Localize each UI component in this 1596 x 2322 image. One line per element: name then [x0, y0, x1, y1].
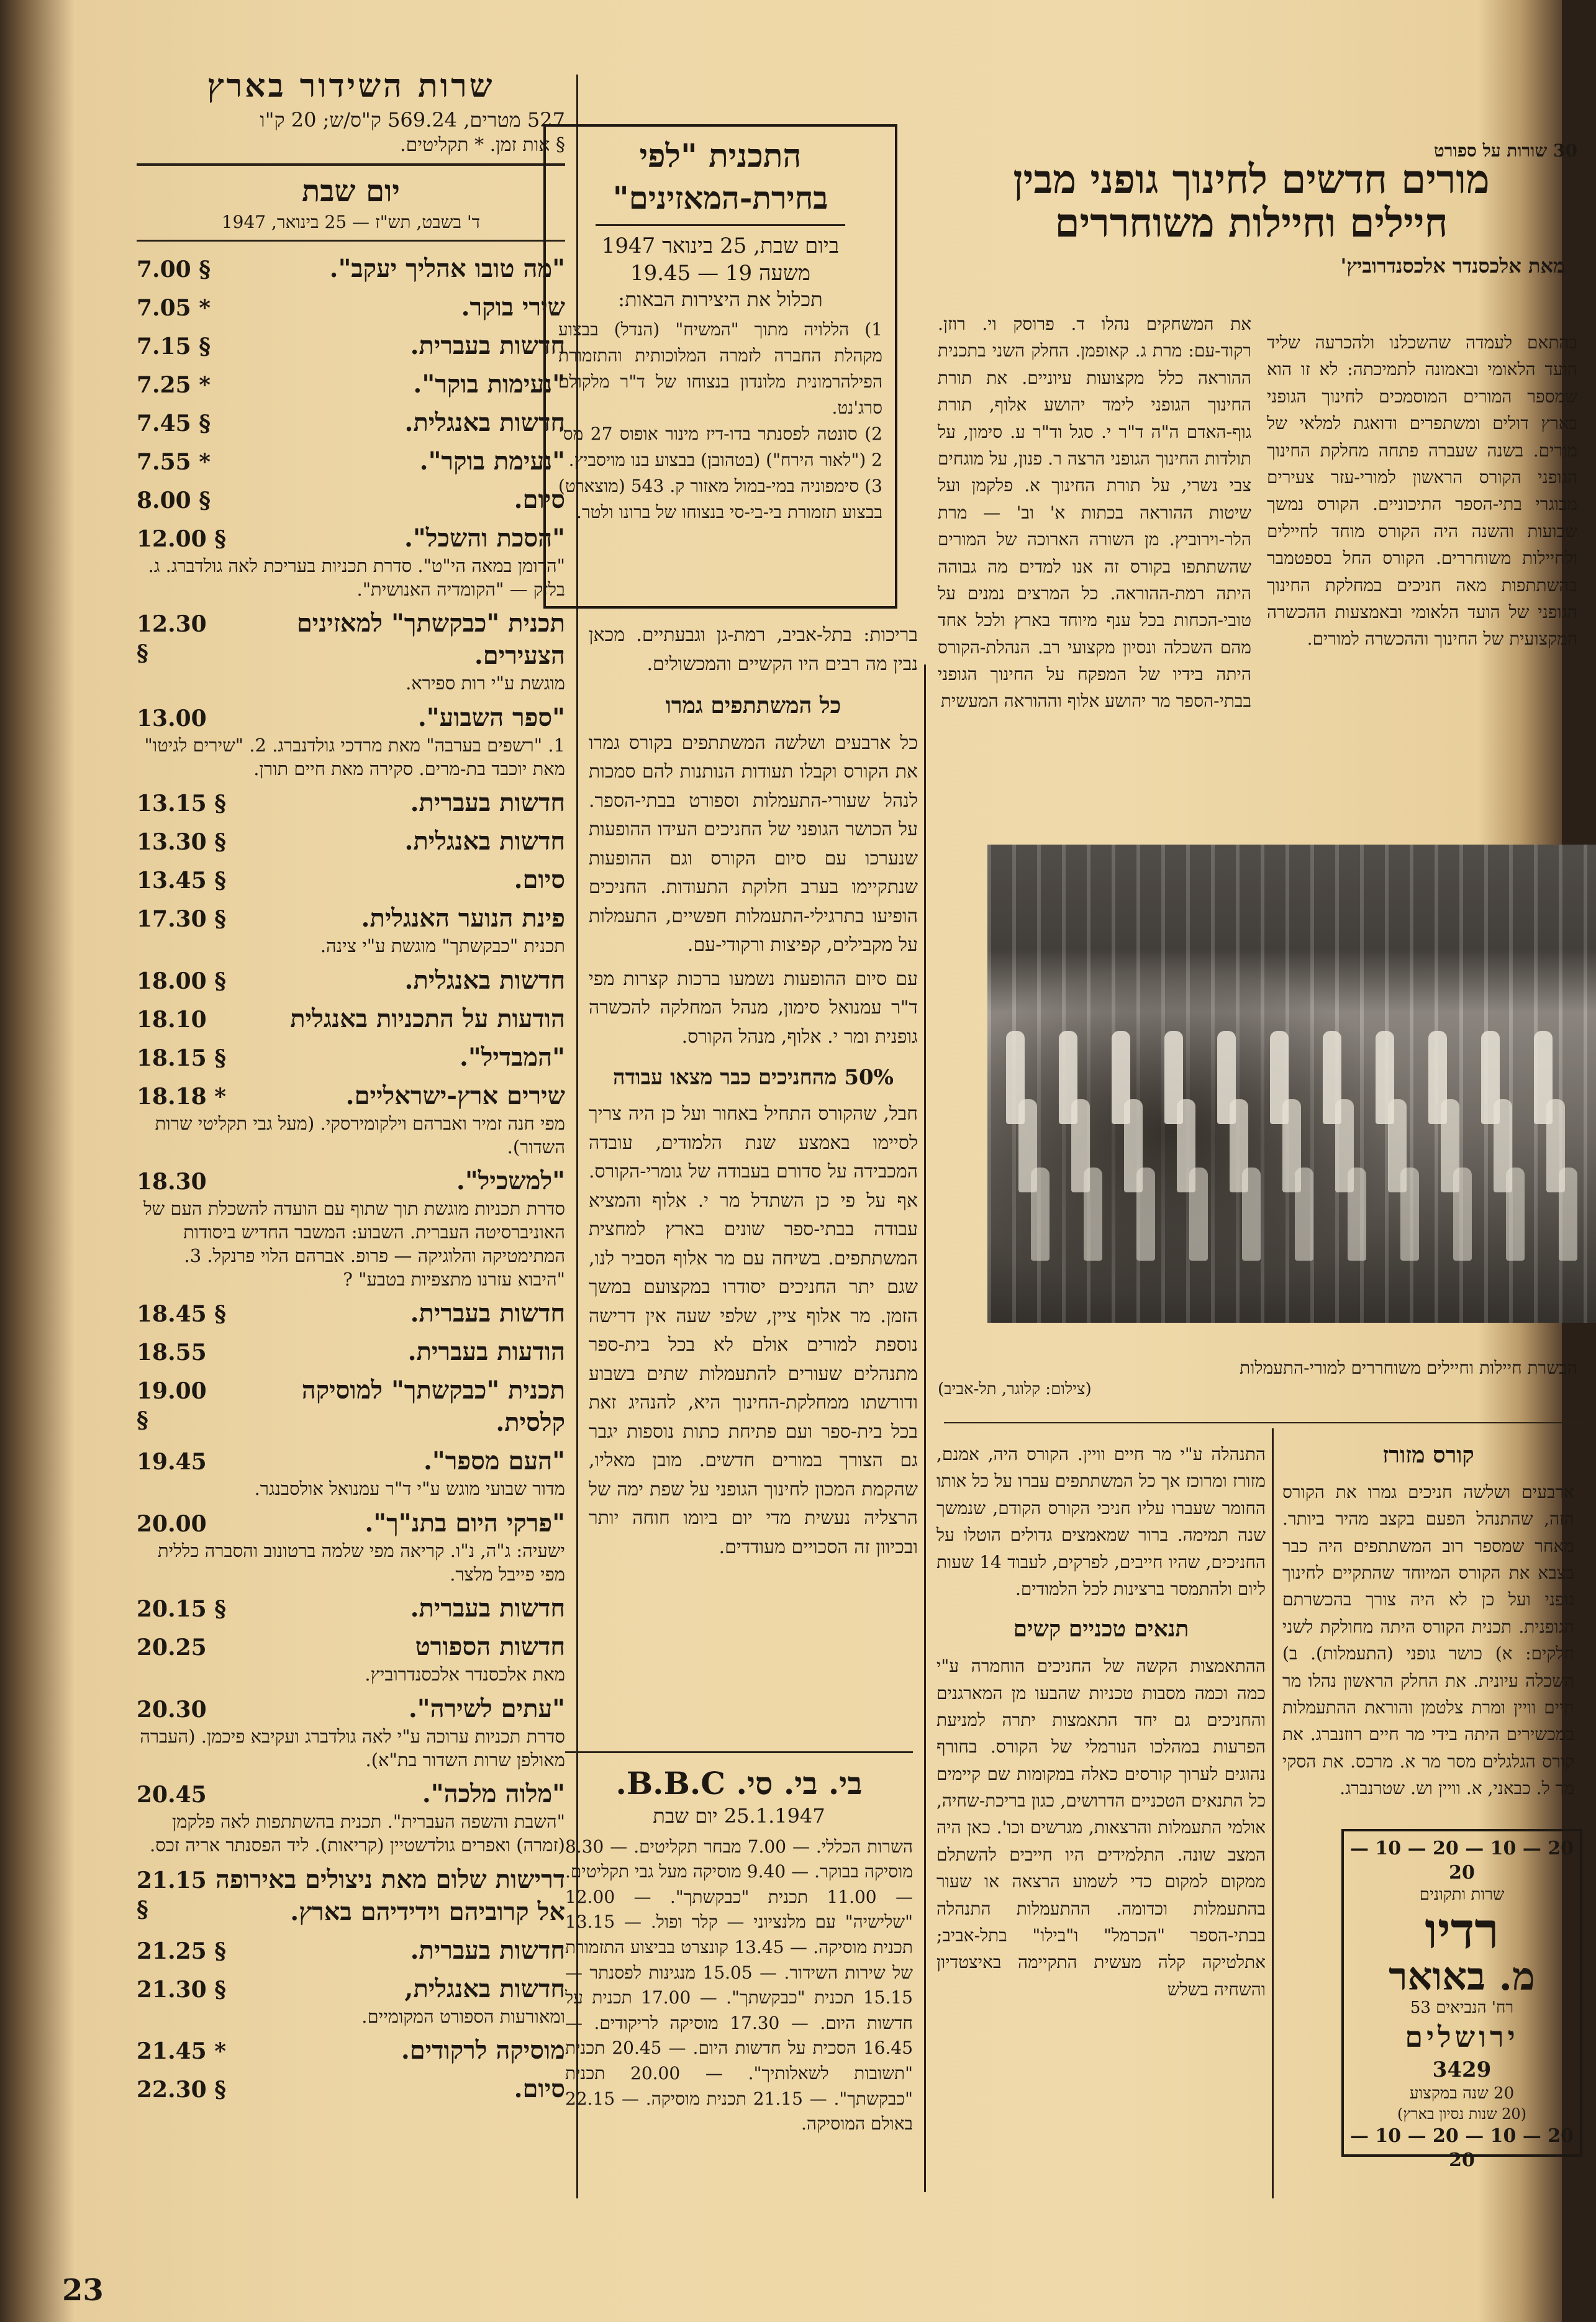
schedule-item-title: חדשות בעברית.: [410, 1935, 565, 1965]
schedule-item: [137, 607, 565, 696]
schedule-item-desc: מוגשת ע"י רות ספירא.: [406, 673, 565, 694]
schedule-item-time: 20.25: [137, 1635, 207, 1661]
schedule-item-time: 7.45 §: [137, 410, 211, 437]
schedule-item-time: 13.15 §: [137, 791, 227, 817]
listeners-choice-box: [543, 124, 897, 609]
bbc-date: 25.1.1947 יום שבת: [653, 1804, 825, 1828]
schedule-item-desc: מפי חנה זמיר ואברהם וילקומירסקי. (מעל גבי תקליטי שרות השדור).: [155, 1113, 565, 1158]
schedule-item-time: 12.00 §: [137, 525, 227, 552]
schedule-item: [137, 1973, 565, 2029]
ad-slogan: 20 שנה במקצוע: [1409, 2084, 1515, 2103]
schedule-item-time: 7.55 *: [137, 448, 211, 475]
tech-text: ההתאמצות הקשה של החניכים הוחמרה ע"י כמה וכמה מסבות טכניות שהבעו מן המארגנים והחניכים גם יחד התאמצות יתרה למניעת הפרעות במהלכו הנורמלי של הקורס. בחורף נהוגים לערוך קורסים כאלה במקומות שם קיימים כל התנאים הטכניים הדרושים, כגון בריכת-שחיה, אולמי התעמלות והרצאות, מגרשים וכו'. כאן היה המצב שונה. התלמידים היו חייבים להשתלם ממקום למקום כדי לשמוע הרצאה או שעור בהתעמלות וכדומה. ההתעמלות התנהלה בבתי-הספר "הכרמל" ו"בילו" בתל-אביב; אתלטיקה קלה מעשית התקיימה באיצטדיון והשחיה בשלש: [936, 1656, 1266, 2000]
schedule-item-time: 7.05 *: [137, 294, 211, 321]
schedule-item-title: שירים ארץ-ישראליים.: [345, 1081, 565, 1111]
byline: מאת אלכסנדר אלכסנדרוביץ': [1340, 253, 1565, 278]
bbc-body: השרות הכללי. — 7.00 מבחר תקליטים. — 8.30 מוסיקה בבוקר. — 9.40 מוסיקה מעל גבי תקליטים. — 11.00 תכנית "כבקשתך". — 12.00 "שלישיה" עם מלנציוני — קלר ופול. — 13.15 תכנית מוסיקה. — 13.45 קונצרט בביצוע התזמורת של שירות השידור. — 15.05 מנגינות לפסנתר — 15.15 תכנית "כבקשתך". — 17.00 תכנית על חדשות היום. — 17.30 מוסיקה לריקודים. — 16.45 הסכית על חדשות היום. — 20.45 תכנית "תשובות לשאלותיך". — 20.00 תכנית "כבקשתך". — 21.15 תכנית מוסיקה. — 22.15 באולם המוסיקה.: [565, 1836, 914, 2134]
schedule-item-time: 18.55: [137, 1340, 207, 1366]
schedule-item-title: "פרקי היום בתנ"ך".: [365, 1508, 565, 1538]
exerciser-figure: [1400, 1168, 1419, 1261]
schedule-item: [137, 1374, 565, 1439]
schedule-item-desc: "הרומן במאה הי"ט". סדרת תכניות בעריכת לאה גולדברג. ג. בלזק — "הקומדיה האנושית".: [148, 555, 565, 600]
article-kicker: 30 שורות על ספורט: [1433, 140, 1577, 161]
schedule-item: [137, 1507, 565, 1586]
schedule-item-title: "מה טובו אהליך יעקב".: [329, 253, 565, 283]
schedule-item-title: שירי בוקר.: [461, 292, 565, 322]
schedule-date: ד' בשבט, תש"ז — 25 בינואר, 1947: [221, 211, 481, 232]
schedule-item-title: חדשות בעברית.: [410, 788, 565, 818]
schedule-item-desc: מאת אלכסנדר אלכסנדרוביץ.: [365, 1664, 565, 1685]
schedule-item-title: "ספר השבוע".: [417, 703, 565, 733]
schedule-item: [137, 1592, 565, 1625]
article-col-right: [1267, 329, 1577, 653]
schedule-item-time: 20.00: [137, 1510, 207, 1537]
schedule-item-title: חדשות באנגלית.: [404, 827, 565, 856]
schedule-item-time: 19.45: [137, 1449, 207, 1476]
schedule-item-title: חדשות באנגלית.: [404, 407, 565, 437]
schedule-freq: 527 מטרים, 569.24 ק"ס/ש; 20 ק"ו: [260, 107, 565, 132]
ad-numbers-top: 20 — 10 — 20 — 10 — 20: [1349, 1838, 1574, 1884]
schedule-item-desc: סדרת תכניות ערוכה ע"י לאה גולדברג ועקיבא פיכמן. (העברה מאולפן שרות השדור בת"א).: [140, 1725, 565, 1771]
schedule-day: יום שבת: [302, 174, 400, 209]
schedule-item: [137, 1080, 565, 1159]
exerciser-figure: [1453, 1168, 1472, 1261]
schedule-item: [137, 1445, 565, 1501]
exerciser-figure: [1031, 1168, 1050, 1261]
article-head: [938, 140, 1577, 279]
photo-credit: (צילום: קלוגר, תל-אביב): [938, 1380, 1092, 1399]
bottom-right-column: [1282, 1441, 1574, 1802]
schedule-item-title: "העם מספר".: [423, 1446, 565, 1476]
schedule-item-time: 20.45: [137, 1782, 207, 1808]
article-right-text: בהתאם לעמדה שהשכלנו ולהכרעה שליד הועד הלאומי ובאמונה לתמיכתה: לא זו הוא שמספר המורים המוסמכים לחינוך הגופני בארץ דולים ומשתפרים ודואגת למלאי של מורים. בשנה שעברה פתחה מחלקת החינוך הגופני הקורס הראשון למורי-עזר צעירים מבוגרי בתי-הספר התיכוניים. הקורס נמשך שבועות והשנה היה הקורס מוחד לחיילים ולחיילות משוחררים. הקורס החל בספטמבר בהשתתפות מאה חניכים במחלקת החינוך הגופני של הועד הלאומי ובאמצעות ההכשרה המקצועית של החינוך וההכשרה למורים.: [1267, 332, 1577, 650]
subhead-tech: תנאים טכניים קשים: [1013, 1616, 1189, 1643]
ad-city: ירושלים: [1405, 2020, 1519, 2054]
schedule-item: [137, 864, 565, 896]
bottom-mid-column: [936, 1441, 1266, 2003]
schedule-item-time: 19.00 §: [137, 1378, 207, 1434]
schedule-item: [137, 368, 565, 401]
schedule-item-title: סיום.: [514, 2074, 565, 2104]
schedule-item-time: 18.15 §: [137, 1045, 227, 1072]
box-date: ביום שבת, 25 בינואר 1947: [601, 233, 840, 258]
schedule-item-title: הודעות בעברית.: [407, 1337, 565, 1367]
ad-brand: רדיו: [1425, 1901, 1499, 1960]
exerciser-figure: [1189, 1168, 1208, 1261]
box-intro: תכלול את היצירות הבאות:: [618, 287, 823, 311]
schedule-item: [137, 1165, 565, 1291]
schedule-item: [137, 1336, 565, 1368]
schedule-item: [137, 1934, 565, 1967]
schedule-item-time: 21.30 §: [137, 1976, 227, 2003]
schedule-item-title: חדשות בעברית.: [410, 330, 565, 360]
schedule-item-title: "הסכת והשכל".: [404, 523, 565, 553]
photo-caption-block: [938, 1357, 1577, 1400]
schedule-item-title: חדשות באנגלית,: [404, 1974, 565, 2003]
schedule-item-time: 21.25 §: [137, 1938, 227, 1964]
schedule-item-title: תכנית "כבקשתך" למאזינים הצעירים.: [296, 609, 565, 671]
schedule-item-desc: "השבת והשפה העברית". תכנית בהשתתפות לאה פלקמן (זמרה) ואפרים גולדשטיין (קריאות). ליד הפסנתר אריה זכס.: [150, 1811, 565, 1856]
schedule-item-title: "מלוה מלכה".: [422, 1779, 565, 1809]
schedule-item: [137, 964, 565, 997]
schedule-item-time: 7.25 *: [137, 371, 211, 398]
bbc-title: בי. בי. סי. B.B.C.: [615, 1765, 863, 1802]
schedule-item-title: חדשות בעברית.: [410, 1299, 565, 1328]
ad-service: שרות ותקונים: [1419, 1885, 1505, 1904]
schedule-item-title: "נעימות בוקר".: [413, 369, 565, 399]
ad-phone: 3429: [1432, 2057, 1492, 2082]
schedule-item-time: 13.00: [137, 705, 207, 732]
intensive-text: ארבעים ושלשה חניכים גמרו את הקורס הזה, שהתנהל הפעם בקצב מהיר ביותר. מאחר שמספר רוב המשתתפים היה כבר בצבא את הקורס המיוחד שהתקיים לחינוך גופני ועל כן לא היה צורך בהכשרתם הגופנית. תכנית הקורס היתה מחולקת לשני חלקים: א) כושר גופני (התעמלות). ב) השכלה עיונית. את החלק הראשון נהלו מר חיים וויין ומרת צלטמן והוראת ההתעמלות במכשירים היתה בידי מר חיים רוזנברג. את קורס הגלגלים מסר מר א. מרכס. את הסקי מר ל. כבאני, א. וויין וש. שטרנברג.: [1282, 1481, 1574, 1799]
box-time: משעה 19 — 19.45: [630, 260, 811, 286]
para-work: חבל, שהקורס התחיל באחור ועל כן היה צריך לסיימו באמצע שנת הלמודים, עובדה המכבידה על סדורם בעבודה של גומרי-הקורס. אף על פי כן השתדל מר י. אלוף והמציא עבודה בבתי-ספר שונים בארץ למחצית המשתתפים. בשיחה עם מר אלוף הסביר לנו, שגם יתר החניכים יסודרו במקצועם במשך הזמן. מר אלוף ציין, שלפי שעה אין דרישה נוספת למורים אולם לא בכל בית-ספר מתנהלים שעורים להתעמלות שתים בשבוע ודורשתו ממחלקת-החינוך היא, להנהיג זאת בכל בית-ספר ועם פתיחת כתות נוספות יגבר גם הצורך במורים חדשים. מובן מאליו, שהקמת המכון לחינוך הגופני על שפת ימה של הרצליה נעשית מדי יום ביומו חוחה יותר ובכיוון זה הסכויים מעודדים.: [589, 1103, 918, 1558]
exerciser-figure: [1348, 1168, 1366, 1261]
schedule-item: [137, 1297, 565, 1330]
schedule-item: [137, 253, 565, 285]
schedule-item-title: "נעימת בוקר".: [419, 446, 565, 476]
schedule-item: [137, 2034, 565, 2067]
schedule-item-time: 7.15 §: [137, 333, 211, 360]
box-item: 3) סימפוניה במי-במול מאזור ק. 543 (מוצארט) בבצוע תזמורת בי-בי-סי בנצוחו של ברונו ולטר.: [558, 475, 882, 522]
box-title-line2: בחירת-המאזינים": [612, 179, 828, 216]
schedule-list: [137, 253, 565, 2105]
schedule-item-title: "המבדיל".: [459, 1043, 565, 1073]
schedule-item-desc: ומאורעות הספורט המקומיים.: [361, 2005, 565, 2027]
box-item: 2) סונטה לפסנתר בדו-דיז מינור אופוס 27 מס' 2 ("לאור הירח") (בטהובן) בבצוע בנו מויסביץ.: [558, 423, 882, 470]
schedule-item-desc: סדרת תכניות מוגשת תוך שתוף עם הועדה להשכלת העם של האוניברסיטה העברית. השבוע: המשבר החדיש ביסודות המתימטיקה והלוגיקה — פרופ. אברהם הלוי פרנקל. 3. "היבוא עזרנו מתצפיות בטבע" ?: [143, 1198, 565, 1290]
radio-ad: [1341, 1829, 1582, 2171]
exerciser-figure: [1242, 1168, 1261, 1261]
box-item: 1) הללויה מתוך "המשיח" (הנדל) בבצוע מקהלת החברה לזמרה המלוכותית והתזמורת הפילהרמונית מלונדון בנצוחו של ד"ר מלקולם סרג'נט.: [558, 319, 882, 418]
subhead-intensive: קורס מזורז: [1382, 1442, 1474, 1468]
schedule-item-title: פינת הנוער האנגלית.: [361, 904, 565, 933]
para-finish2: עם סיום ההופעות נשמעו ברכות קצרות מפי ד"ר עמנואל סימון, מנהל המחלקה להכשרה גופנית ומר י. אלוף, מנהל הקורס.: [589, 968, 918, 1048]
schedule-item-title: סיום.: [514, 865, 565, 895]
schedule-item: [137, 1041, 565, 1074]
exerciser-figure: [1506, 1168, 1525, 1261]
box-title-line1: התכנית "לפי: [639, 137, 802, 175]
schedule-item: [137, 522, 565, 601]
schedule-item-time: 18.10: [137, 1007, 207, 1033]
schedule-item: [137, 702, 565, 781]
headline-line1: מורים חדשים לחינוך גופני מבין: [1013, 156, 1490, 203]
para-finish: כל ארבעים ושלשה המשתתפים בקורס גמרו את הקורס וקבלו תעודות הנותנות להם סמכות לנהל שעורי-התעמלות וספורט בבתי-הספר. על הכושר הגופני של החניכים העידו ההופעות שנערכו עם סיום הקורס וגם ההופעות שנתקיימו בערב חלוקת התעודות. החניכים הופיעו בתרגילי-התעמלות חפשיים, התעמלות על מקבילים, קפיצות ורקודי-עם.: [589, 732, 918, 956]
schedule-item: [137, 484, 565, 516]
schedule-item: [137, 787, 565, 819]
schedule-item-title: מוסיקה לרקודים.: [401, 2036, 565, 2066]
subhead-work: 50% מהחניכים כבר מצאו עבודה: [613, 1065, 894, 1091]
schedule-item: [137, 1631, 565, 1687]
schedule-item-time: 21.45 *: [137, 2038, 227, 2065]
ad-address: רח' הנביאים 53: [1410, 1998, 1514, 2017]
schedule-item-title: "למשכיל".: [456, 1166, 565, 1196]
schedule-item-title: דרישות שלום מאת ניצולים באירופה אל קרוביהם וידידיהם בארץ.: [215, 1864, 565, 1926]
exerciser-figure: [1084, 1168, 1102, 1261]
exerciser-figure: [1136, 1168, 1155, 1261]
photo-caption: הכשרת חיילות וחיילים משוחררים למורי-התעמלות: [1240, 1358, 1577, 1378]
schedule-item-title: חדשות הספורט: [415, 1632, 565, 1662]
schedule-item-time: 13.45 §: [137, 868, 227, 894]
mid-top-text: בריכות: בתל-אביב, רמת-גן וגבעתיים. מכאן נבין מה רבים היו הקשיים והמכשולים.: [589, 624, 918, 675]
schedule-item: [137, 825, 565, 858]
schedule-item: [137, 330, 565, 362]
schedule-column: [137, 65, 565, 2111]
schedule-item: [137, 2073, 565, 2105]
schedule-item: [137, 445, 565, 478]
schedule-item: [137, 1864, 565, 1928]
page-number: 23: [62, 2273, 104, 2308]
schedule-item: [137, 407, 565, 439]
newsprint-sheet: [62, 0, 1577, 2322]
schedule-item: [137, 902, 565, 958]
box-items: [558, 317, 882, 525]
article-col-left: [938, 311, 1251, 715]
schedule-item: [137, 291, 565, 324]
schedule-item-time: 21.15 §: [137, 1867, 207, 1923]
schedule-item-title: תכנית "כבקשתך" למוסיקה קלסית.: [301, 1376, 565, 1438]
schedule-item-time: 20.15 §: [137, 1596, 227, 1623]
ad-numbers-bottom: 20 — 10 — 20 — 10 — 20: [1349, 2125, 1574, 2171]
ad-name: מ. באואר: [1389, 1953, 1535, 1999]
ad-tag: (20 שנות נסיון בארץ): [1397, 2105, 1526, 2123]
schedule-item: [137, 1693, 565, 1772]
schedule-item-time: 20.30: [137, 1696, 207, 1723]
schedule-item-time: 13.30 §: [137, 829, 227, 856]
schedule-item-time: 12.30 §: [137, 611, 207, 667]
schedule-item-time: 18.30: [137, 1169, 207, 1195]
schedule-item-time: 22.30 §: [137, 2077, 227, 2103]
headline-line2: חיילים וחיילות משוחררים: [1054, 200, 1448, 247]
schedule-item: [137, 1778, 565, 1857]
schedule-item-desc: ישעיה: ג"ה, נ"ו. קריאה מפי שלמה ברטונוב והסברה כללית מפי פייבל מלצר.: [157, 1540, 565, 1585]
schedule-item-desc: תכנית "כבקשתך" מוגשת ע"י צינה.: [320, 935, 565, 957]
bottom-mid-text: התנהלה ע"י מר חיים וויין. הקורס היה, אמנם, מזורז ומרוכז אך כל המשתתפים עברו על כל אותו החומר שעברו עליו חניכי הקורס הקודם, שנמשך שנה תמימה. ברור שמאמצים גדולים הוטלו על החניכים, שהיו חייבים, לפרקים, לעבוד 14 שעות ליום ולהתמסר ברצינות לכל הלמודים.: [936, 1444, 1266, 1599]
schedule-item-title: סיום.: [514, 484, 565, 514]
article-left-text: את המשחקים נהלו ד. פרוסק וי. רוזן. רקוד-עם: מרת ג. קאופמן. החלק השני בתכנית ההוראה כלל מקצועות עיוניים. את תורת החינוך הגופני לימד יהושע אלוף, תורת גוף-האדם ה"ה ד"ר י. סגל וד"ר ע. סימון, על תולדות החינוך הגופני הרצה ר. פנון, על מוגחים צבי נשרי, על תורת החינוך א. פלקמן ועל שיטות ההוראה בכתות א' וב' — מרת הלר-וירוביץ. מן השורה הארוכה של המורים שהשתתפו בקורס זה אנו למדים מה גבוהה היתה רמת-ההוראה. כל המרצים נמנים על טובי-הכחות בכל ענף מיוחד בארץ ולכל אחד מהם השכלה ונסיון מקצועי רב. הנהלת-הקורס היתה בידיו של המפקח על החינוך הגופני בבתי-הספר מר יהושע אלוף וההוראה המעשית: [938, 314, 1251, 712]
schedule-item-time: 18.18 *: [137, 1084, 227, 1110]
subhead-finish: כל המשתתפים גמרו: [665, 692, 841, 719]
schedule-item: [137, 1003, 565, 1035]
exerciser-figure: [1295, 1168, 1313, 1261]
bbc-box: [565, 1751, 913, 2137]
schedule-item-desc: מדור שבועי מוגש ע"י ד"ר עמנואל אולסבנגר.: [254, 1478, 565, 1500]
students-exercise-photo: [987, 845, 1596, 1323]
schedule-item-time: 18.45 §: [137, 1301, 227, 1328]
schedule-item-title: חדשות באנגלית.: [404, 966, 565, 995]
schedule-item-desc: 1. "רשפים בערבה" מאת מרדכי גולדנברג. 2. "שירים לגיטו" מאת יוכבד בת-מרים. סקירה מאת חיים תורן.: [144, 735, 565, 779]
exerciser-figure: [1559, 1168, 1577, 1261]
schedule-item-title: "עתים לשירה".: [408, 1694, 565, 1723]
schedule-item-time: 8.00 §: [137, 487, 211, 514]
schedule-header: שרות השידור בארץ: [207, 67, 495, 105]
middle-column: [589, 621, 918, 1562]
schedule-item-time: 17.30 §: [137, 906, 227, 933]
schedule-item-title: הודעות על התכניות באנגלית: [290, 1004, 565, 1034]
schedule-item-time: 18.00 §: [137, 968, 227, 995]
schedule-item-time: 7.00 §: [137, 256, 211, 283]
schedule-legend: § אות זמן. * תקליטים.: [400, 134, 565, 156]
schedule-item-title: חדשות בעברית.: [410, 1594, 565, 1623]
